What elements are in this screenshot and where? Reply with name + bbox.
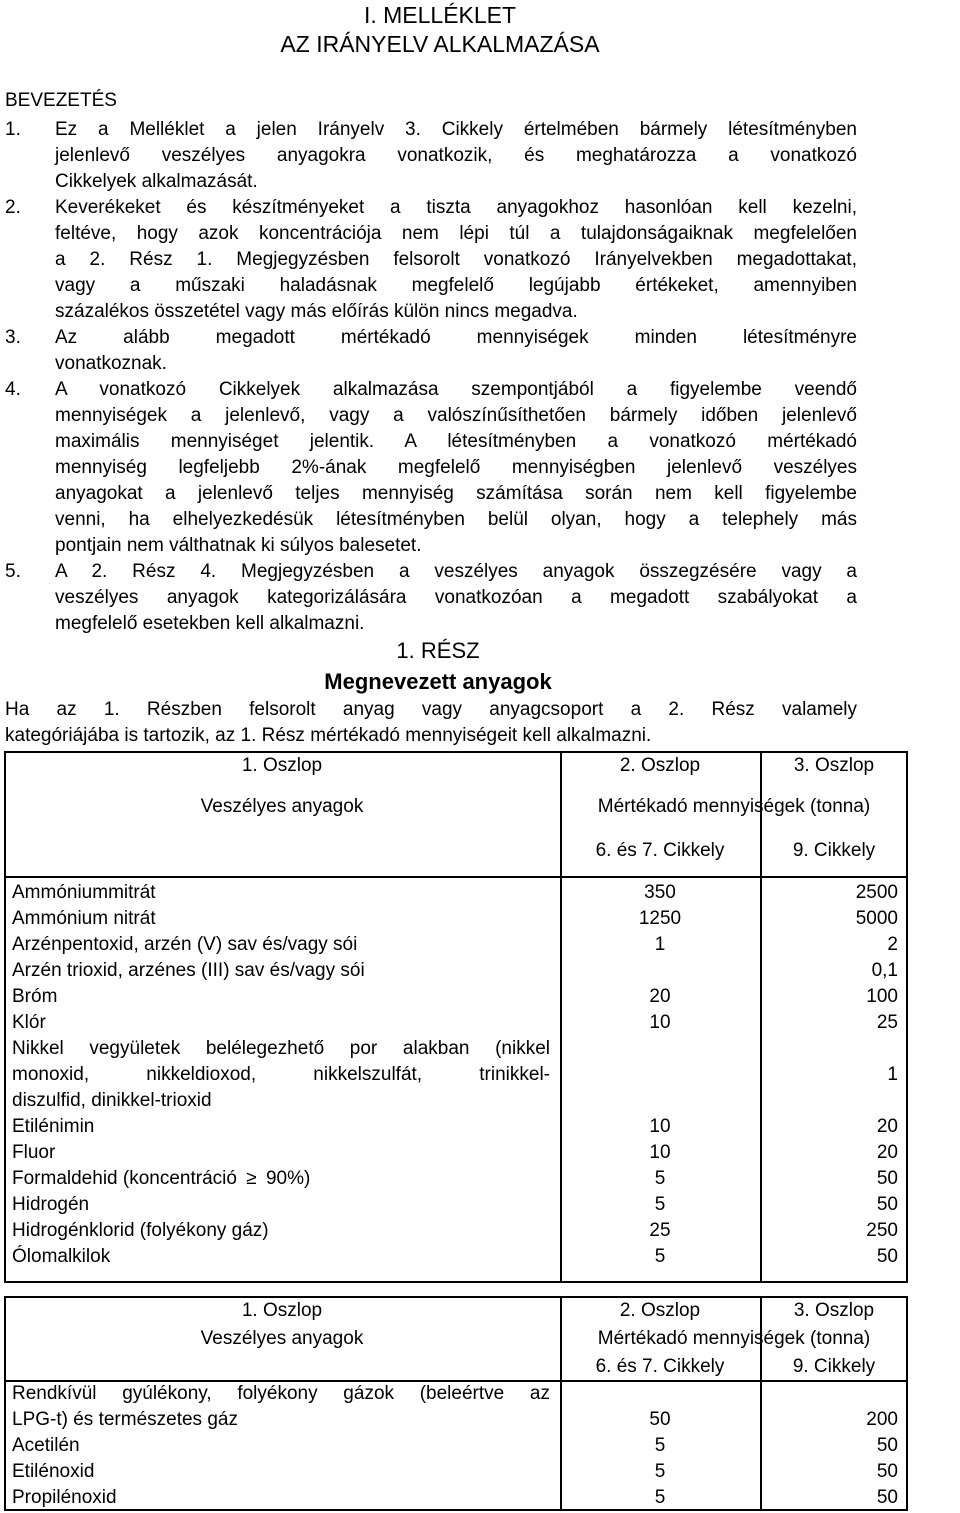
substance-name: Hidrogén — [12, 1194, 90, 1215]
paragraph-line: pontjain nem válthatnak ki súlyos balesetet. — [55, 535, 422, 556]
part-subtitle: Megnevezett anyagok — [324, 669, 552, 694]
quantity-article-9: 50 — [876, 1246, 898, 1267]
greater-equal-symbol: ≥ — [246, 1168, 257, 1189]
paragraph-line: anyagokat a jelenlevő teljes mennyiség számítása során nem kell figyelembe — [55, 483, 857, 504]
paragraph-line: a 2. Rész 1. Megjegyzésben felsorolt vonatkozó Irányelvekben megadottakat, — [55, 249, 857, 270]
substance-name: Acetilén — [12, 1435, 80, 1456]
paragraph-line: feltéve, hogy azok koncentrációja nem lépi túl a tulajdonságaiknak megfelelően — [55, 223, 857, 244]
substance-name-part: 90%) — [265, 1168, 311, 1189]
paragraph-line: A 2. Rész 4. Megjegyzésben a veszélyes anyagok összegzésére vagy a — [55, 561, 857, 582]
substance-name: Ammónium nitrát — [12, 908, 156, 929]
quantity-articles-6-7: 5 — [654, 1246, 666, 1267]
quantity-articles-6-7: 20 — [649, 986, 671, 1007]
annex-subtitle: AZ IRÁNYELV ALKALMAZÁSA — [280, 31, 600, 57]
paragraph-line: vonatkoznak. — [55, 353, 167, 374]
quantity-article-9: 200 — [866, 1409, 898, 1430]
quantity-articles-6-7: 5 — [654, 1194, 666, 1215]
quantity-article-9: 50 — [876, 1487, 898, 1508]
substance-name: Nikkel vegyületek belélegezhető por alakban (nikkel — [12, 1038, 550, 1059]
substances-header: Veszélyes anyagok — [200, 1328, 364, 1349]
quantity-article-9: 50 — [876, 1461, 898, 1482]
paragraph-number: 4. — [5, 379, 21, 400]
column-header-2: 2. Oszlop — [619, 755, 701, 776]
quantity-articles-6-7: 5 — [654, 1461, 666, 1482]
quantity-articles-6-7: 1250 — [638, 908, 682, 929]
quantity-articles-6-7: 5 — [654, 1435, 666, 1456]
quantity-articles-6-7: 10 — [649, 1116, 671, 1137]
substance-name — [12, 1166, 310, 1192]
quantity-articles-6-7: 50 — [649, 1409, 671, 1430]
quantity-article-9: 50 — [876, 1435, 898, 1456]
paragraph-line: százalékos összetétel vagy más előírás külön nincs megadva. — [55, 301, 578, 322]
subheader-articles-6-7: 6. és 7. Cikkely — [595, 1356, 725, 1377]
paragraph-line: venni, ha elhelyezkedésük létesítményben belül olyan, hogy a telephely más — [55, 509, 857, 530]
substance-name: Etilénoxid — [12, 1461, 95, 1482]
quantity-articles-6-7: 10 — [649, 1142, 671, 1163]
quantity-article-9: 1 — [887, 1064, 898, 1085]
substance-name: Arzén trioxid, arzénes (III) sav és/vagy sói — [12, 960, 365, 981]
column-header-1: 1. Oszlop — [241, 755, 323, 776]
quantity-article-9: 2 — [887, 934, 898, 955]
paragraph-line: mennyiségek a jelenlevő, vagy a valószínűsíthetően bármely időben jelenlevő — [55, 405, 857, 426]
column-header-3: 3. Oszlop — [793, 1300, 875, 1321]
quantity-articles-6-7: 350 — [644, 882, 676, 903]
subheader-articles-6-7: 6. és 7. Cikkely — [595, 840, 725, 861]
quantity-articles-6-7: 10 — [649, 1012, 671, 1033]
paragraph-number: 1. — [5, 119, 21, 140]
substance-name: Propilénoxid — [12, 1487, 117, 1508]
quantity-articles-6-7: 5 — [654, 1487, 666, 1508]
part-note-line: kategóriájába is tartozik, az 1. Rész mértékadó mennyiségeit kell alkalmazni. — [5, 725, 652, 746]
paragraph-line: A vonatkozó Cikkelyek alkalmazása szempontjából a figyelembe veendő — [55, 379, 857, 400]
quantity-article-9: 20 — [876, 1142, 898, 1163]
column-header-2: 2. Oszlop — [619, 1300, 701, 1321]
quantity-article-9: 2500 — [855, 882, 898, 903]
paragraph-line: maximális mennyiséget jelentik. A létesítményben a vonatkozó mértékadó — [55, 431, 857, 452]
quantities-header: Mértékadó mennyiségek (tonna) — [597, 796, 871, 817]
paragraph-number: 2. — [5, 197, 21, 218]
header-divider — [4, 876, 908, 878]
paragraph-line: mennyiség legfeljebb 2%-ának megfelelő mennyiségben jelenlevő veszélyes — [55, 457, 857, 478]
substance-name: Ólomalkilok — [12, 1246, 111, 1267]
paragraph-number: 3. — [5, 327, 21, 348]
substance-name: LPG-t) és természetes gáz — [12, 1409, 238, 1430]
substance-name: Etilénimin — [12, 1116, 95, 1137]
substance-name: Fluor — [12, 1142, 56, 1163]
paragraph-line: vagy a műszaki haladásnak megfelelő legújabb értékeket, amennyiben — [55, 275, 857, 296]
substance-name-part: Formaldehid (koncentráció — [12, 1168, 237, 1189]
quantities-header: Mértékadó mennyiségek (tonna) — [597, 1328, 871, 1349]
paragraph-number: 5. — [5, 561, 21, 582]
substance-name: Bróm — [12, 986, 58, 1007]
substance-name: monoxid, nikkeldioxod, nikkelszulfát, trinikkel- — [12, 1064, 550, 1085]
column-header-1: 1. Oszlop — [241, 1300, 323, 1321]
annex-title: I. MELLÉKLET — [363, 2, 517, 28]
substance-name: Klór — [12, 1012, 46, 1033]
quantity-article-9: 100 — [866, 986, 898, 1007]
subheader-article-9: 9. Cikkely — [792, 1356, 876, 1377]
part-title: 1. RÉSZ — [396, 638, 480, 663]
substance-name: diszulfid, dinikkel-trioxid — [12, 1090, 212, 1111]
quantity-article-9: 25 — [876, 1012, 898, 1033]
quantity-article-9: 50 — [876, 1168, 898, 1189]
quantity-articles-6-7: 5 — [654, 1168, 666, 1189]
paragraph-line: Az alább megadott mértékadó mennyiségek minden létesítményre — [55, 327, 857, 348]
substance-name: Rendkívül gyúlékony, folyékony gázok (beleértve az — [12, 1383, 550, 1404]
part-note-line: Ha az 1. Részben felsorolt anyag vagy anyagcsoport a 2. Rész valamely — [5, 699, 857, 720]
paragraph-line: megfelelő esetekben kell alkalmazni. — [55, 613, 365, 634]
paragraph-line: Cikkelyek alkalmazását. — [55, 171, 258, 192]
paragraph-line: Ez a Melléklet a jelen Irányelv 3. Cikkely értelmében bármely létesítményben — [55, 119, 857, 140]
paragraph-line: jelenlevő veszélyes anyagokra vonatkozik, és meghatározza a vonatkozó — [55, 145, 857, 166]
substance-name: Ammóniummitrát — [12, 882, 156, 903]
quantity-articles-6-7: 1 — [654, 934, 666, 955]
quantity-article-9: 50 — [876, 1194, 898, 1215]
column-header-3: 3. Oszlop — [793, 755, 875, 776]
substance-name: Hidrogénklorid (folyékony gáz) — [12, 1220, 269, 1241]
quantity-article-9: 0,1 — [871, 960, 898, 981]
substances-header: Veszélyes anyagok — [200, 796, 364, 817]
quantity-article-9: 250 — [866, 1220, 898, 1241]
intro-heading: BEVEZETÉS — [5, 90, 117, 111]
substance-name: Arzénpentoxid, arzén (V) sav és/vagy sói — [12, 934, 358, 955]
paragraph-line: veszélyes anyagok kategorizálására vonatkozóan a megadott szabályokat a — [55, 587, 857, 608]
quantity-article-9: 20 — [876, 1116, 898, 1137]
quantity-articles-6-7: 25 — [649, 1220, 671, 1241]
paragraph-line: Keverékeket és készítményeket a tiszta anyagokhoz hasonlóan kell kezelni, — [55, 197, 857, 218]
subheader-article-9: 9. Cikkely — [792, 840, 876, 861]
quantity-article-9: 5000 — [855, 908, 898, 929]
